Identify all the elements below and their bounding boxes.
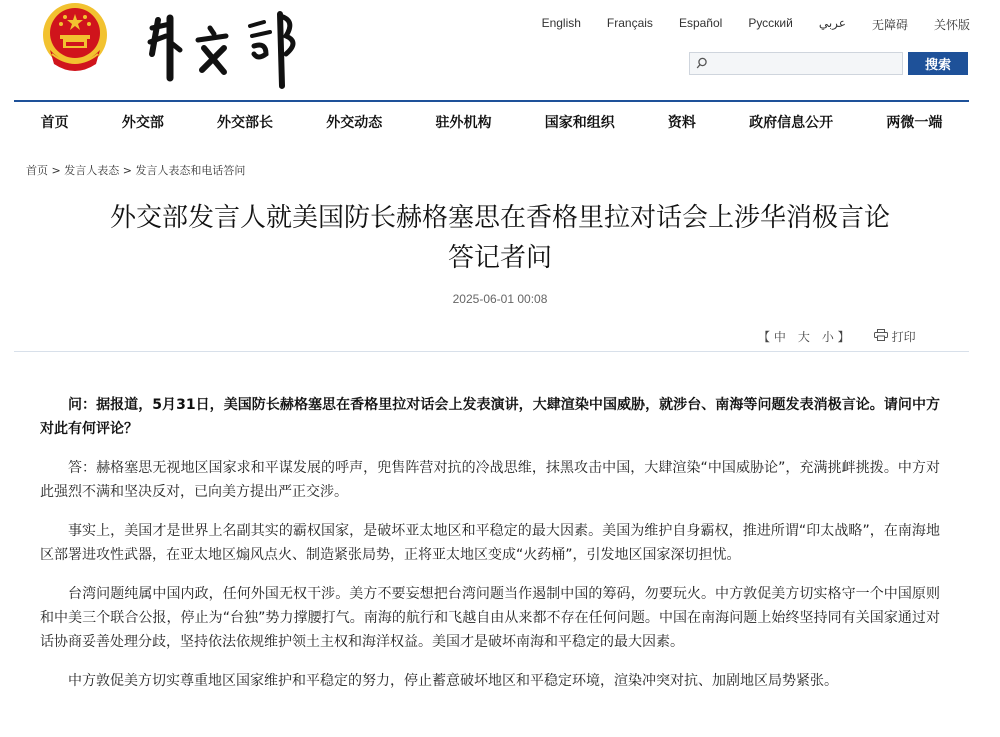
breadcrumb-home[interactable]: 首页 [26, 164, 48, 177]
font-size-switcher[interactable]: 【 中 大 小 】 [758, 330, 850, 344]
nav-item-ministry[interactable]: 外交部 [121, 115, 164, 131]
article-title-line-2: 答记者问 [447, 243, 552, 273]
search-icon [696, 54, 708, 73]
print-button[interactable] [874, 328, 916, 345]
article-body [40, 393, 940, 708]
language-link-spanish[interactable]: Español [678, 16, 723, 30]
print-label: 打印 [891, 330, 916, 344]
language-link-russian[interactable]: Русский [748, 16, 793, 30]
breadcrumb-spokesperson[interactable]: 发言人表态 [64, 164, 120, 177]
article-paragraph: 事实上，美国才是世界上名副其实的霸权国家，是破坏亚太地区和平稳定的最大因素。美国为维护自身霸权，推进所谓“印太战略”，在南海地区部署进攻性武器，在亚太地区煽风点火、制造紧张局势，正将亚太地区变成“火药桶”，引发地区国家深切担忧。 [40, 523, 940, 563]
nav-item-missions-abroad[interactable]: 驻外机构 [435, 115, 492, 131]
content-divider [14, 351, 969, 352]
breadcrumb-current[interactable]: 发言人表态和电话答问 [135, 164, 246, 177]
article-title-line-1: 外交部发言人就美国防长赫格塞思在香格里拉对话会上涉华消极言论 [109, 203, 890, 233]
nav-item-home[interactable]: 首页 [40, 115, 69, 131]
article-paragraph: 答：赫格塞思无视地区国家求和平谋发展的呼声，兜售阵营对抗的冷战思维，抹黑攻击中国，大肆渲染“中国威胁论”，充满挑衅挑拨。中方对此强烈不满和坚决反对，已向美方提出严正交涉。 [40, 460, 940, 500]
article-tools [758, 328, 916, 345]
nav-item-countries-organizations[interactable]: 国家和组织 [544, 115, 615, 131]
elderly-care-mode-link[interactable]: 关怀版 [933, 18, 970, 32]
article-paragraph: 中方敦促美方切实尊重地区国家维护和平稳定的努力，停止蓄意破坏地区和平稳定环境，渲染冲突对抗、加剧地区局势紧张。 [68, 673, 838, 689]
search-box [689, 52, 903, 75]
article-paragraph: 台湾问题纯属中国内政，任何外国无权干涉。美方不要妄想把台湾问题当作遏制中国的筹码，勿要玩火。中方敦促美方切实格守一个中国原则和中美三个联合公报，停止为“台独”势力撑腰打气。南海的航行和飞越自由从来都不存在任何问题。中国在南海问题上始终坚持同有关国家通过对话协商妥善处理分歧，坚持依法依规维护领土主权和海洋权益。美国才是破坏南海和平稳定的最大因素。 [40, 586, 940, 650]
printer-icon [874, 329, 892, 344]
accessibility-link[interactable]: 无障碍 [871, 18, 908, 32]
ministry-logo-calligraphy[interactable] [140, 6, 325, 91]
breadcrumb-separator: > [51, 164, 61, 177]
search-bar [689, 52, 968, 75]
nav-item-diplomatic-news[interactable]: 外交动态 [326, 115, 383, 131]
article-title [40, 198, 960, 278]
publish-date: 2025-06-01 00:08 [452, 292, 548, 306]
breadcrumb [26, 162, 245, 178]
language-link-french[interactable]: Français [606, 16, 653, 30]
article-question: 问：据报道，5月31日，美国防长赫格塞思在香格里拉对话会上发表演讲，大肆渲染中国威胁，就涉台、南海等问题发表消极言论。请问中方对此有何评论？ [40, 397, 940, 437]
nav-item-new-media[interactable]: 两微一端 [886, 115, 943, 131]
search-button[interactable]: 搜索 [908, 52, 968, 75]
nav-item-government-information[interactable]: 政府信息公开 [749, 115, 834, 131]
nav-item-minister[interactable]: 外交部长 [217, 115, 274, 131]
language-link-arabic[interactable]: عربي [818, 16, 846, 30]
breadcrumb-separator: > [122, 164, 132, 177]
language-bar [542, 16, 970, 33]
language-link-english[interactable]: English [541, 16, 581, 30]
main-nav [14, 102, 969, 142]
national-emblem-icon[interactable] [40, 2, 110, 74]
search-input[interactable] [708, 53, 902, 75]
nav-item-resources[interactable]: 资料 [667, 115, 696, 131]
